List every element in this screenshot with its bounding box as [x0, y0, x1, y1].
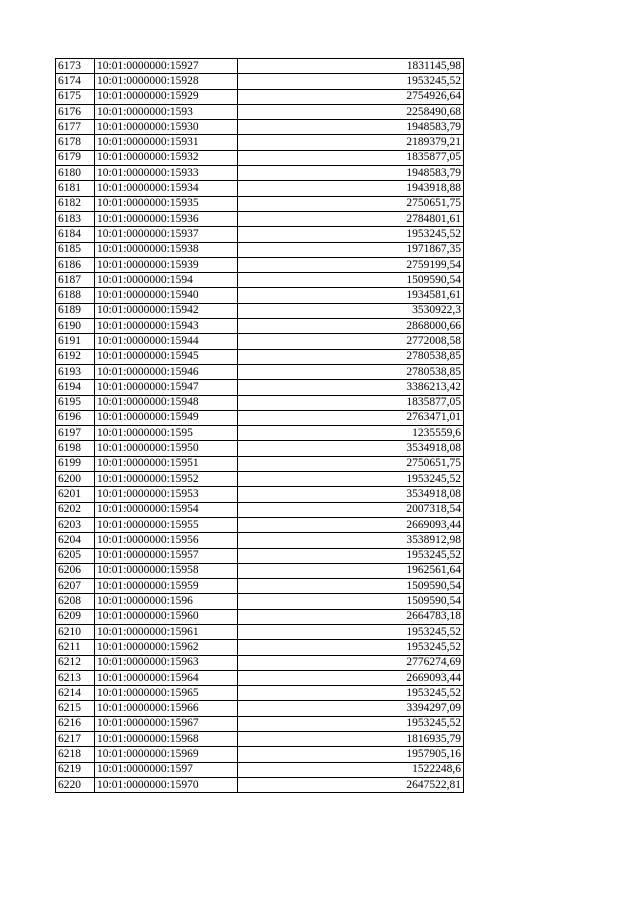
row-number-cell: 6193: [56, 364, 95, 379]
table-row: [56, 288, 464, 303]
table-row: [56, 227, 464, 242]
row-number-cell: 6200: [56, 472, 95, 487]
table-row: [56, 640, 464, 655]
value-cell: 3538912,98: [238, 533, 464, 548]
table-row: [56, 716, 464, 731]
row-number-cell: 6183: [56, 211, 95, 226]
table-body: [56, 59, 464, 793]
table-row: [56, 472, 464, 487]
row-number-cell: 6177: [56, 120, 95, 135]
table-row: [56, 426, 464, 441]
cadastral-code-cell: 10:01:0000000:15951: [95, 456, 238, 471]
table-row: [56, 380, 464, 395]
cadastral-code-cell: 10:01:0000000:15933: [95, 166, 238, 181]
table-row: [56, 89, 464, 104]
row-number-cell: 6205: [56, 548, 95, 563]
row-number-cell: 6216: [56, 716, 95, 731]
table-row: [56, 273, 464, 288]
table-row: [56, 594, 464, 609]
table-row: [56, 211, 464, 226]
table-row: [56, 104, 464, 119]
value-cell: 1953245,52: [238, 74, 464, 89]
value-cell: 1971867,35: [238, 242, 464, 257]
cadastral-code-cell: 10:01:0000000:15936: [95, 211, 238, 226]
value-cell: 2750651,75: [238, 196, 464, 211]
cadastral-code-cell: 10:01:0000000:15932: [95, 150, 238, 165]
cadastral-code-cell: 10:01:0000000:15934: [95, 181, 238, 196]
value-cell: 1953245,52: [238, 472, 464, 487]
value-cell: 2750651,75: [238, 456, 464, 471]
cadastral-code-cell: 10:01:0000000:15966: [95, 701, 238, 716]
value-cell: 1953245,52: [238, 624, 464, 639]
row-number-cell: 6206: [56, 563, 95, 578]
table-row: [56, 74, 464, 89]
value-cell: 2780538,85: [238, 364, 464, 379]
cadastral-code-cell: 10:01:0000000:1595: [95, 426, 238, 441]
value-cell: 1953245,52: [238, 640, 464, 655]
table-row: [56, 456, 464, 471]
cadastral-code-cell: 10:01:0000000:15965: [95, 686, 238, 701]
cadastral-code-cell: 10:01:0000000:15929: [95, 89, 238, 104]
row-number-cell: 6199: [56, 456, 95, 471]
table-row: [56, 303, 464, 318]
row-number-cell: 6197: [56, 426, 95, 441]
cadastral-code-cell: 10:01:0000000:15942: [95, 303, 238, 318]
value-cell: 3530922,3: [238, 303, 464, 318]
value-cell: 1509590,54: [238, 579, 464, 594]
cadastral-code-cell: 10:01:0000000:15955: [95, 517, 238, 532]
value-cell: 3386213,42: [238, 380, 464, 395]
table-row: [56, 579, 464, 594]
value-cell: 2258490,68: [238, 104, 464, 119]
value-cell: 2759199,54: [238, 257, 464, 272]
value-cell: 1957905,16: [238, 747, 464, 762]
table-row: [56, 410, 464, 425]
row-number-cell: 6212: [56, 655, 95, 670]
cadastral-code-cell: 10:01:0000000:15967: [95, 716, 238, 731]
table-row: [56, 670, 464, 685]
table-row: [56, 533, 464, 548]
row-number-cell: 6204: [56, 533, 95, 548]
value-cell: 2772008,58: [238, 334, 464, 349]
cadastral-code-cell: 10:01:0000000:15938: [95, 242, 238, 257]
table-row: [56, 166, 464, 181]
row-number-cell: 6180: [56, 166, 95, 181]
value-cell: 1831145,98: [238, 59, 464, 74]
value-cell: 1816935,79: [238, 732, 464, 747]
value-cell: 1235559,6: [238, 426, 464, 441]
row-number-cell: 6214: [56, 686, 95, 701]
row-number-cell: 6203: [56, 517, 95, 532]
cadastral-code-cell: 10:01:0000000:15948: [95, 395, 238, 410]
value-cell: 1835877,05: [238, 395, 464, 410]
row-number-cell: 6195: [56, 395, 95, 410]
cadastral-code-cell: 10:01:0000000:15947: [95, 380, 238, 395]
row-number-cell: 6173: [56, 59, 95, 74]
value-cell: 1509590,54: [238, 594, 464, 609]
value-cell: 3534918,08: [238, 441, 464, 456]
cadastral-code-cell: 10:01:0000000:15963: [95, 655, 238, 670]
table-row: [56, 242, 464, 257]
table-row: [56, 609, 464, 624]
table-row: [56, 777, 464, 792]
table-row: [56, 181, 464, 196]
table-row: [56, 364, 464, 379]
value-cell: 2868000,66: [238, 319, 464, 334]
value-cell: 1962561,64: [238, 563, 464, 578]
cadastral-code-cell: 10:01:0000000:15930: [95, 120, 238, 135]
cadastral-code-cell: 10:01:0000000:15937: [95, 227, 238, 242]
value-cell: 1943918,88: [238, 181, 464, 196]
cadastral-code-cell: 10:01:0000000:15954: [95, 502, 238, 517]
table-row: [56, 334, 464, 349]
row-number-cell: 6215: [56, 701, 95, 716]
row-number-cell: 6209: [56, 609, 95, 624]
value-cell: 2784801,61: [238, 211, 464, 226]
value-cell: 3394297,09: [238, 701, 464, 716]
cadastral-code-cell: 10:01:0000000:15931: [95, 135, 238, 150]
data-table: [55, 58, 464, 793]
cadastral-code-cell: 10:01:0000000:15957: [95, 548, 238, 563]
value-cell: 2007318,54: [238, 502, 464, 517]
row-number-cell: 6191: [56, 334, 95, 349]
row-number-cell: 6201: [56, 487, 95, 502]
row-number-cell: 6181: [56, 181, 95, 196]
table-row: [56, 732, 464, 747]
cadastral-code-cell: 10:01:0000000:15943: [95, 319, 238, 334]
value-cell: 1948583,79: [238, 166, 464, 181]
value-cell: 1509590,54: [238, 273, 464, 288]
cadastral-code-cell: 10:01:0000000:15960: [95, 609, 238, 624]
cadastral-code-cell: 10:01:0000000:15959: [95, 579, 238, 594]
value-cell: 2664783,18: [238, 609, 464, 624]
cadastral-code-cell: 10:01:0000000:1593: [95, 104, 238, 119]
row-number-cell: 6190: [56, 319, 95, 334]
value-cell: 2189379,21: [238, 135, 464, 150]
table-row: [56, 441, 464, 456]
row-number-cell: 6194: [56, 380, 95, 395]
row-number-cell: 6182: [56, 196, 95, 211]
cadastral-code-cell: 10:01:0000000:15969: [95, 747, 238, 762]
row-number-cell: 6179: [56, 150, 95, 165]
table-row: [56, 502, 464, 517]
table-row: [56, 563, 464, 578]
value-cell: 2754926,64: [238, 89, 464, 104]
value-cell: 1835877,05: [238, 150, 464, 165]
row-number-cell: 6189: [56, 303, 95, 318]
cadastral-code-cell: 10:01:0000000:15956: [95, 533, 238, 548]
row-number-cell: 6184: [56, 227, 95, 242]
row-number-cell: 6217: [56, 732, 95, 747]
cadastral-code-cell: 10:01:0000000:15950: [95, 441, 238, 456]
value-cell: 1953245,52: [238, 686, 464, 701]
row-number-cell: 6187: [56, 273, 95, 288]
cadastral-code-cell: 10:01:0000000:1597: [95, 762, 238, 777]
table-row: [56, 196, 464, 211]
value-cell: 1953245,52: [238, 716, 464, 731]
table-row: [56, 487, 464, 502]
row-number-cell: 6188: [56, 288, 95, 303]
row-number-cell: 6178: [56, 135, 95, 150]
table-row: [56, 150, 464, 165]
value-cell: 1522248,6: [238, 762, 464, 777]
value-cell: 2763471,01: [238, 410, 464, 425]
value-cell: 1948583,79: [238, 120, 464, 135]
table-row: [56, 59, 464, 74]
cadastral-code-cell: 10:01:0000000:1594: [95, 273, 238, 288]
cadastral-code-cell: 10:01:0000000:15964: [95, 670, 238, 685]
value-cell: 2647522,81: [238, 777, 464, 792]
cadastral-code-cell: 10:01:0000000:15961: [95, 624, 238, 639]
value-cell: 1934581,61: [238, 288, 464, 303]
row-number-cell: 6213: [56, 670, 95, 685]
cadastral-code-cell: 10:01:0000000:15940: [95, 288, 238, 303]
cadastral-code-cell: 10:01:0000000:1596: [95, 594, 238, 609]
row-number-cell: 6175: [56, 89, 95, 104]
row-number-cell: 6176: [56, 104, 95, 119]
row-number-cell: 6207: [56, 579, 95, 594]
value-cell: 3534918,08: [238, 487, 464, 502]
cadastral-code-cell: 10:01:0000000:15944: [95, 334, 238, 349]
value-cell: 1953245,52: [238, 548, 464, 563]
table-row: [56, 548, 464, 563]
row-number-cell: 6198: [56, 441, 95, 456]
table-row: [56, 762, 464, 777]
table-row: [56, 319, 464, 334]
row-number-cell: 6196: [56, 410, 95, 425]
value-cell: 2669093,44: [238, 670, 464, 685]
cadastral-code-cell: 10:01:0000000:15939: [95, 257, 238, 272]
value-cell: 2780538,85: [238, 349, 464, 364]
table-row: [56, 349, 464, 364]
row-number-cell: 6219: [56, 762, 95, 777]
row-number-cell: 6211: [56, 640, 95, 655]
cadastral-code-cell: 10:01:0000000:15970: [95, 777, 238, 792]
cadastral-code-cell: 10:01:0000000:15946: [95, 364, 238, 379]
cadastral-code-cell: 10:01:0000000:15928: [95, 74, 238, 89]
row-number-cell: 6218: [56, 747, 95, 762]
cadastral-code-cell: 10:01:0000000:15958: [95, 563, 238, 578]
cadastral-code-cell: 10:01:0000000:15952: [95, 472, 238, 487]
value-cell: 2669093,44: [238, 517, 464, 532]
row-number-cell: 6202: [56, 502, 95, 517]
row-number-cell: 6210: [56, 624, 95, 639]
table-row: [56, 747, 464, 762]
table-row: [56, 701, 464, 716]
value-cell: 1953245,52: [238, 227, 464, 242]
table-row: [56, 120, 464, 135]
value-cell: 2776274,69: [238, 655, 464, 670]
table-row: [56, 517, 464, 532]
cadastral-code-cell: 10:01:0000000:15962: [95, 640, 238, 655]
cadastral-code-cell: 10:01:0000000:15968: [95, 732, 238, 747]
cadastral-code-cell: 10:01:0000000:15945: [95, 349, 238, 364]
cadastral-code-cell: 10:01:0000000:15927: [95, 59, 238, 74]
cadastral-code-cell: 10:01:0000000:15949: [95, 410, 238, 425]
cadastral-code-cell: 10:01:0000000:15953: [95, 487, 238, 502]
row-number-cell: 6208: [56, 594, 95, 609]
table-row: [56, 135, 464, 150]
row-number-cell: 6186: [56, 257, 95, 272]
row-number-cell: 6174: [56, 74, 95, 89]
table-row: [56, 395, 464, 410]
row-number-cell: 6192: [56, 349, 95, 364]
table-row: [56, 655, 464, 670]
table-row: [56, 624, 464, 639]
cadastral-code-cell: 10:01:0000000:15935: [95, 196, 238, 211]
row-number-cell: 6220: [56, 777, 95, 792]
table-row: [56, 257, 464, 272]
table-row: [56, 686, 464, 701]
row-number-cell: 6185: [56, 242, 95, 257]
